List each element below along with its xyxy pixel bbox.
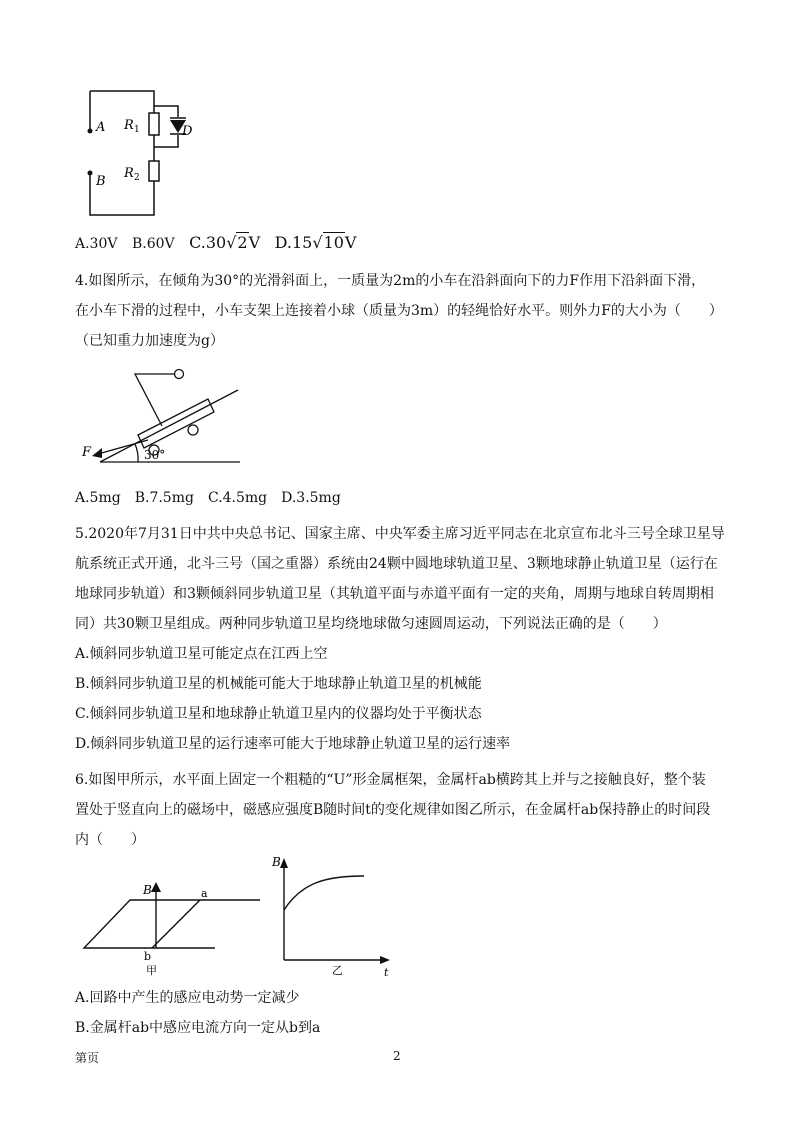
q4-stem-line-1: 4.如图所示，在倾角为30°的光滑斜面上，一质量为2m的小车在沿斜面向下的力F作用下沿斜面下滑， bbox=[75, 273, 706, 289]
t-axis-arrow bbox=[380, 956, 390, 964]
q5-option-a[interactable]: A.倾斜同步轨道卫星可能定点在江西上空 bbox=[75, 646, 328, 662]
q4-stem-line-3: （已知重力加速度为g） bbox=[75, 333, 224, 349]
q5-option-c[interactable]: C.倾斜同步轨道卫星和地球静止轨道卫星内的仪器均处于平衡状态 bbox=[75, 706, 482, 722]
angle-arc bbox=[135, 444, 138, 462]
q3-option-c[interactable]: C.30√2V bbox=[189, 233, 261, 252]
footer-page-number: 2 bbox=[393, 1049, 401, 1063]
q5-option-b[interactable]: B.倾斜同步轨道卫星的机械能可能大于地球静止轨道卫星的机械能 bbox=[75, 676, 482, 692]
q4-options[interactable]: A.5mg B.7.5mg C.4.5mg D.3.5mg bbox=[75, 490, 341, 506]
label-d: D bbox=[182, 124, 193, 139]
angle-label: 30° bbox=[144, 448, 166, 462]
q6-stem-line-1: 6.如图甲所示，水平面上固定一个粗糙的“U”形金属框架，金属杆ab横跨其上并与之接触良好，整个装 bbox=[75, 772, 706, 788]
incline-surface bbox=[100, 390, 238, 462]
q3-option-b[interactable]: B.60V bbox=[131, 236, 175, 252]
u-frame bbox=[84, 900, 260, 948]
q6-option-a[interactable]: A.回路中产生的感应电动势一定减少 bbox=[75, 990, 300, 1006]
q5-stem-line-1: 5.2020年7月31日中共中央总书记、国家主席、中央军委主席习近平同志在北京宣布北斗三号全球卫星导 bbox=[75, 526, 725, 542]
cart-body bbox=[138, 399, 214, 448]
force-arrow-head bbox=[92, 448, 102, 458]
b-field-arrow-head bbox=[151, 882, 161, 892]
q5-option-d[interactable]: D.倾斜同步轨道卫星的运行速率可能大于地球静止轨道卫星的运行速率 bbox=[75, 736, 511, 752]
cart-wheel-right bbox=[188, 425, 198, 435]
q6-stem-line-3: 内（ ） bbox=[75, 832, 145, 848]
metal-rod-ab bbox=[152, 900, 200, 948]
force-label: F bbox=[82, 445, 92, 460]
u-frame-figure bbox=[80, 852, 265, 977]
figure-yi-label: 乙 bbox=[332, 964, 343, 977]
label-r2: R bbox=[124, 166, 134, 181]
q5-stem-line-4: 同）共30颗卫星组成。两种同步轨道卫星均绕地球做匀速圆周运动，下列说法正确的是（ ） bbox=[75, 616, 667, 632]
q3-options bbox=[75, 233, 366, 254]
terminal-a bbox=[88, 129, 93, 134]
label-b: B bbox=[96, 174, 106, 189]
q3-option-a[interactable]: A.30V bbox=[75, 236, 118, 252]
resistor-r2 bbox=[149, 161, 159, 181]
label-r1-sub: 1 bbox=[134, 125, 140, 135]
cart-support-and-rope bbox=[135, 374, 174, 426]
small-ball bbox=[175, 370, 184, 379]
b-axis-arrow bbox=[280, 858, 288, 868]
label-r2-sub: 2 bbox=[134, 173, 140, 183]
circuit-top-wire bbox=[90, 91, 154, 106]
circuit-figure bbox=[78, 85, 198, 220]
b-field-label: B bbox=[143, 883, 152, 897]
rod-end-b-label: b bbox=[144, 950, 152, 963]
b-t-curve bbox=[284, 876, 364, 910]
b-t-graph bbox=[272, 852, 392, 977]
b-axis-label: B bbox=[272, 855, 281, 869]
label-r1: R bbox=[124, 118, 134, 133]
q5-stem-line-2: 航系统正式开通，北斗三号（国之重器）系统由24颗中圆地球轨道卫星、3颗地球静止轨道卫星（运行在 bbox=[75, 556, 718, 572]
rod-end-a-label: a bbox=[201, 887, 208, 900]
footer-page-label: 第页 bbox=[75, 1051, 100, 1065]
q3-option-d[interactable]: D.15√10V bbox=[274, 233, 357, 252]
incline-figure bbox=[80, 362, 250, 472]
q6-option-b[interactable]: B.金属杆ab中感应电流方向一定从b到a bbox=[75, 1020, 321, 1036]
figure-jia-label: 甲 bbox=[146, 964, 157, 977]
label-a: A bbox=[96, 120, 106, 135]
t-axis-label: t bbox=[384, 966, 389, 977]
terminal-b bbox=[88, 171, 93, 176]
q5-stem-line-3: 地球同步轨道）和3颗倾斜同步轨道卫星（其轨道平面与赤道平面有一定的夹角，周期与地球自转周期相 bbox=[75, 586, 714, 602]
q6-stem-line-2: 置处于竖直向上的磁场中，磁感应强度B随时间t的变化规律如图乙所示，在金属杆ab保持静止的时间段 bbox=[75, 802, 711, 818]
force-arrow-line bbox=[98, 440, 148, 454]
q4-stem-line-2: 在小车下滑的过程中，小车支架上连接着小球（质量为3m）的轻绳恰好水平。则外力F的大小为（ ） bbox=[75, 303, 723, 319]
resistor-r1 bbox=[149, 113, 159, 135]
